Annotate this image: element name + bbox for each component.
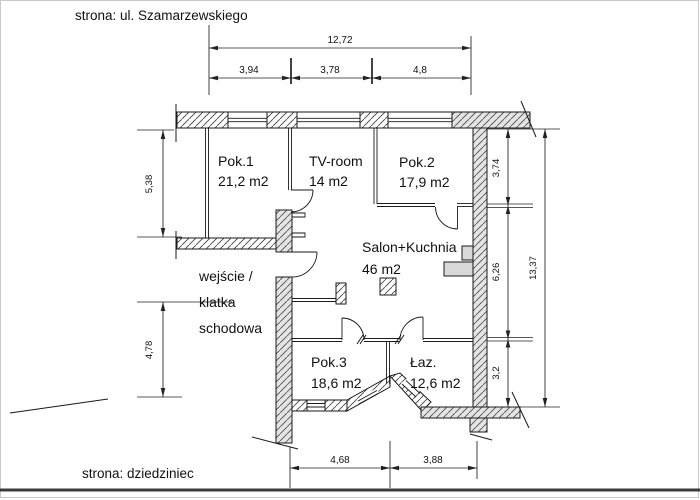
page-frame — [0, 1, 700, 498]
room-name-label: Salon+Kuchnia — [362, 239, 457, 255]
door-arc — [342, 318, 364, 340]
hall-pier — [336, 283, 346, 304]
footer-label: strona: dziedziniec — [82, 466, 194, 481]
dimension-label: 4,68 — [330, 455, 350, 466]
dimension-label: 13,37 — [528, 256, 539, 280]
dimension-label: 3,94 — [239, 65, 259, 76]
dimension-label: 6,26 — [491, 262, 502, 282]
dimension-label: 12,72 — [327, 35, 353, 46]
room-name-label: Łaz. — [410, 354, 437, 370]
kitchen-counter — [444, 262, 473, 276]
door-tv-room — [291, 190, 313, 212]
dimension-label: 3,2 — [491, 366, 502, 380]
dimension-label: 5,38 — [144, 174, 155, 194]
flue-block — [380, 278, 396, 295]
room-area-label: 12,6 m2 — [410, 375, 461, 391]
door-arc — [436, 207, 458, 229]
dimension-label: 3,78 — [320, 65, 340, 76]
dimension-left — [137, 130, 232, 397]
room-name-label: TV-room — [309, 153, 363, 169]
door-arc — [291, 190, 313, 212]
door-pok2 — [436, 207, 458, 229]
dimension-label: 4,8 — [413, 65, 427, 76]
door-arc — [292, 252, 317, 277]
room-name-label: Pok.1 — [218, 153, 254, 169]
room-name-label: Pok.3 — [311, 354, 347, 370]
entrance-label-line: klatka — [199, 294, 236, 310]
dimension-label: 3,74 — [491, 158, 502, 178]
room-area-label: 17,9 m2 — [399, 174, 450, 190]
room-labels — [198, 153, 461, 391]
terrain-break-line — [10, 399, 108, 413]
entrance-label-line: wejście / — [199, 268, 253, 284]
door-entrance-salon — [292, 252, 317, 277]
wall-break-mark — [470, 434, 492, 440]
dimension-right — [487, 129, 560, 407]
entrance-label-line: schodowa — [199, 320, 263, 336]
room-area-label: 46 m2 — [362, 261, 401, 277]
header-label: strona: ul. Szamarzewskiego — [75, 8, 248, 23]
dimension-bottom — [290, 441, 477, 488]
door-pok3 — [342, 318, 364, 340]
room-area-label: 18,6 m2 — [311, 375, 362, 391]
room-area-label: 21,2 m2 — [218, 173, 269, 189]
dimension-label: 4,78 — [144, 340, 155, 360]
dimension-label: 3,88 — [423, 455, 443, 466]
room-area-label: 14 m2 — [309, 173, 348, 189]
dimension-top — [209, 25, 471, 95]
room-name-label: Pok.2 — [399, 154, 435, 170]
kitchen-counter — [462, 246, 473, 260]
right-exterior-wall — [444, 128, 492, 440]
